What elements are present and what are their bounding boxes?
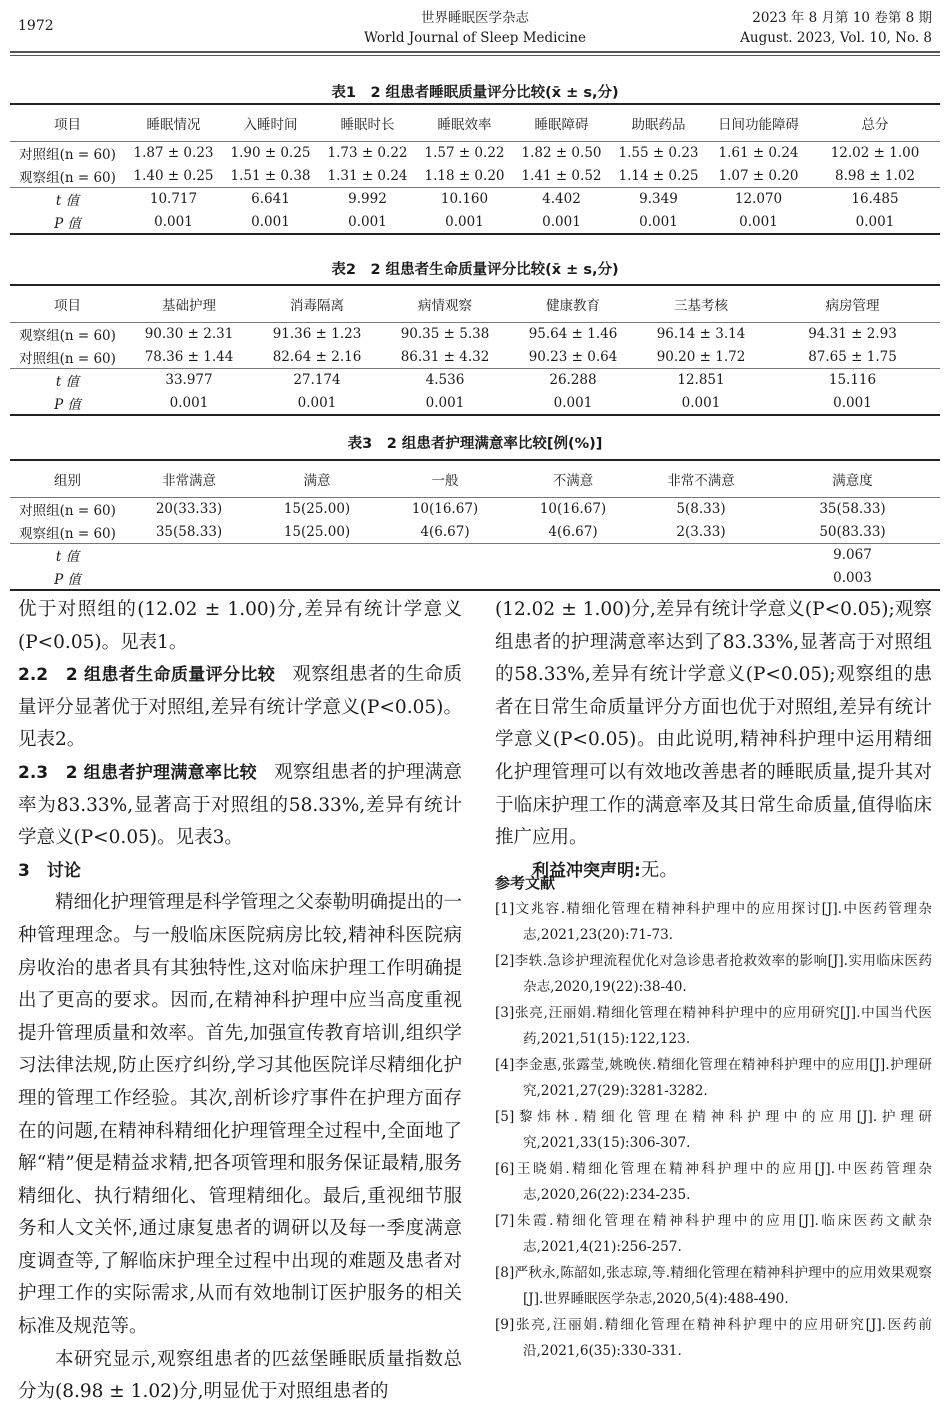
table-cell bbox=[381, 544, 509, 567]
column-header: 三基考核 bbox=[637, 285, 765, 323]
paragraph bbox=[18, 887, 462, 1343]
row-label: P 值 bbox=[54, 215, 81, 232]
table-row bbox=[10, 165, 940, 188]
table-cell: 6.641 bbox=[251, 191, 290, 208]
table-cell: 91.36 ± 1.23 bbox=[272, 326, 362, 343]
table-row bbox=[10, 498, 940, 521]
table-cell: 90.30 ± 2.31 bbox=[144, 326, 234, 343]
table-2 bbox=[10, 284, 940, 416]
stat-row bbox=[10, 211, 940, 235]
table-3-caption: 表3 2 组患者护理满意率比较[例(%)] bbox=[347, 436, 603, 452]
table-cell: 35(58.33) bbox=[125, 521, 253, 544]
table-cell: 12.851 bbox=[677, 372, 725, 389]
table-cell bbox=[637, 544, 765, 567]
column-header: 消毒隔离 bbox=[253, 285, 381, 323]
column-header: 健康教育 bbox=[509, 285, 637, 323]
reference-item: [6]王晓娟.精细化管理在精神科护理中的应用[J].中医药管理杂志,2020,26(22):234-235. bbox=[495, 1161, 932, 1203]
table-cell: 1.41 ± 0.52 bbox=[513, 165, 610, 188]
paragraph-text: 观察组患者的护理满意率为83.33%,显著高于对照组的58.33%,差异有统计学意义(P<0.05)。见表3。 bbox=[18, 761, 462, 849]
section-heading: 2.2 2 组患者生命质量评分比较 bbox=[18, 665, 293, 686]
paragraph bbox=[18, 855, 462, 888]
column-header: 不满意 bbox=[509, 460, 637, 498]
table-cell bbox=[637, 567, 765, 591]
reference-item: [7]朱霞.精细化管理在精神科护理中的应用[J].临床医药文献杂志,2021,4(21):256-257. bbox=[495, 1213, 932, 1255]
table-cell: 26.288 bbox=[549, 372, 597, 389]
reference-item: [3]张亮,汪丽娟.精细化管理在精神科护理中的应用研究[J].中国当代医药,2021,51(15):122,123. bbox=[495, 1005, 932, 1047]
paragraph-text: (12.02 ± 1.00)分,差异有统计学意义(P<0.05);观察组患者的护理满意率达到了83.33%,显著高于对照组的58.33%,差异有统计学意义(P<0.05);观察组的患者在日常生命质量评分方面也优于对照组,差异有统计学意义(P<0.05)。由此说明,精神科护理中运用精细化护理管理可以有效地改善患者的睡眠质量,提升其对于临床护理工作的满意率及其日常生命质量,值得临床推广应用。 bbox=[495, 599, 932, 849]
table-cell: 0.001 bbox=[681, 394, 721, 411]
row-label: P 值 bbox=[54, 396, 81, 413]
section-heading: 3 讨论 bbox=[18, 860, 81, 881]
paragraph-text: 本研究显示,观察组患者的匹兹堡睡眠质量指数总分为(8.98 ± 1.02)分,明显优于对照组患者的 bbox=[18, 1348, 462, 1403]
issue-info bbox=[740, 8, 932, 48]
table-cell: 27.174 bbox=[293, 372, 341, 389]
table-cell: 94.31 ± 2.93 bbox=[808, 326, 897, 343]
stat-row bbox=[10, 392, 940, 416]
table-row bbox=[10, 142, 940, 165]
column-header: 项目 bbox=[10, 285, 125, 323]
table-row bbox=[10, 346, 940, 369]
table-cell: 2(3.33) bbox=[637, 521, 765, 544]
table-cell: 1.14 ± 0.25 bbox=[610, 165, 707, 188]
paragraph bbox=[18, 594, 462, 659]
column-header: 非常满意 bbox=[125, 460, 253, 498]
column-header: 睡眠时长 bbox=[319, 104, 416, 142]
table-cell: 1.07 ± 0.20 bbox=[707, 165, 810, 188]
table-1-caption: 表1 2 组患者睡眠质量评分比较(x̄ ± s,分) bbox=[331, 85, 619, 101]
row-label: 对照组(n = 60) bbox=[19, 503, 116, 520]
stat-row bbox=[10, 188, 940, 211]
table-cell: 0.001 bbox=[425, 394, 465, 411]
table-cell bbox=[509, 567, 637, 591]
journal-title-en: World Journal of Sleep Medicine bbox=[363, 30, 587, 46]
row-label: 对照组(n = 60) bbox=[10, 346, 125, 369]
paragraph bbox=[18, 659, 462, 757]
row-label: 观察组(n = 60) bbox=[19, 328, 116, 345]
table-cell: 95.64 ± 1.46 bbox=[528, 326, 618, 343]
table-cell: 86.31 ± 4.32 bbox=[381, 346, 509, 369]
table-cell: 10.160 bbox=[440, 191, 489, 208]
table-cell: 50(83.33) bbox=[765, 521, 940, 544]
column-header: 满意 bbox=[253, 460, 381, 498]
table-cell: 0.001 bbox=[855, 213, 895, 230]
issue-info-en: August. 2023, Vol. 10, No. 8 bbox=[740, 30, 932, 46]
row-label: 观察组(n = 60) bbox=[10, 165, 125, 188]
header-rule bbox=[10, 51, 940, 53]
table-cell bbox=[125, 544, 253, 567]
table-cell: 12.070 bbox=[734, 191, 783, 208]
section-heading: 2.3 2 组患者护理满意率比较 bbox=[18, 762, 275, 783]
row-label: 对照组(n = 60) bbox=[19, 147, 116, 164]
column-header: 病情观察 bbox=[381, 285, 509, 323]
table-cell: 82.64 ± 2.16 bbox=[253, 346, 381, 369]
column-header: 总分 bbox=[810, 104, 940, 142]
table-1 bbox=[10, 103, 940, 235]
table-cell: 78.36 ± 1.44 bbox=[125, 346, 253, 369]
table-cell: 1.82 ± 0.50 bbox=[521, 145, 602, 162]
table-cell: 0.001 bbox=[639, 213, 678, 230]
stat-row bbox=[10, 544, 940, 567]
column-header: 入睡时间 bbox=[222, 104, 319, 142]
reference-item: [9]张亮,汪丽娟.精细化管理在精神科护理中的应用研究[J].医药前沿,2021,6(35):330-331. bbox=[495, 1317, 932, 1359]
reference-item: [4]李金惠,张露莹,姚晚侠.精细化管理在精神科护理中的应用[J].护理研究,2021,27(29):3281-3282. bbox=[495, 1057, 932, 1099]
column-header: 项目 bbox=[10, 104, 125, 142]
table-cell: 87.65 ± 1.75 bbox=[765, 346, 940, 369]
stat-row bbox=[10, 567, 940, 591]
table-cell bbox=[381, 567, 509, 591]
column-header: 睡眠障碍 bbox=[513, 104, 610, 142]
paragraph-text: 精细化护理管理是科学管理之父泰勒明确提出的一种管理理念。与一般临床医院病房比较,精神科医院病房收治的患者具有其独特性,这对临床护理工作明确提出了更高的要求。因而,在精神科护理中应当高度重视提升管理质量和效率。首先,加强宣传教育培训,组织学习法律法规,防止医疗纠纷,学习其他医院详尽精细化护理的管理工作经验。其次,剖析诊疗事件在护理方面存在的问题,在精神科精细化护理管理全过程中,全面地了解“精”便是精益求精,把各项管理和服务保证最精,服务精细化、执行精细化、管理精细化。最后,重视细节服务和人文关怀,通过康复患者的调研以及每一季度满意度调查等,了解临床护理全过程中出现的难题及患者对护理工作的实际需求,从而有效地制订医护服务的相关标准及规范等。 bbox=[18, 892, 463, 1338]
page-header bbox=[0, 0, 950, 60]
paragraph bbox=[495, 594, 932, 855]
table-cell: 4.402 bbox=[542, 191, 581, 208]
left-column bbox=[18, 594, 462, 1409]
table-cell: 1.31 ± 0.24 bbox=[319, 165, 416, 188]
row-label: t 值 bbox=[55, 374, 80, 391]
table-header-row bbox=[10, 104, 940, 142]
issue-info-cn: 2023 年 8 月第 10 卷第 8 期 bbox=[752, 10, 932, 26]
table-cell: 0.001 bbox=[833, 394, 872, 411]
table-cell: 0.001 bbox=[169, 394, 209, 411]
table-cell: 90.35 ± 5.38 bbox=[400, 326, 490, 343]
table-row bbox=[10, 323, 940, 346]
table-cell: 15(25.00) bbox=[283, 501, 351, 518]
table-cell: 1.73 ± 0.22 bbox=[327, 145, 408, 162]
table-cell: 1.40 ± 0.25 bbox=[125, 165, 222, 188]
column-header: 基础护理 bbox=[125, 285, 253, 323]
table-cell: 12.02 ± 1.00 bbox=[830, 145, 920, 162]
table-cell: 1.90 ± 0.25 bbox=[230, 145, 311, 162]
paragraph-text: 优于对照组的(12.02 ± 1.00)分,差异有统计学意义(P<0.05)。见表1。 bbox=[18, 599, 462, 653]
table-cell: 0.001 bbox=[542, 213, 581, 230]
column-header: 组别 bbox=[10, 460, 125, 498]
table-cell: 1.87 ± 0.23 bbox=[133, 145, 214, 162]
references-heading: 参考文献 bbox=[495, 874, 556, 892]
reference-list bbox=[495, 896, 932, 1364]
row-label: t 值 bbox=[55, 193, 80, 210]
table-cell: 4.536 bbox=[425, 372, 465, 389]
table-2-caption: 表2 2 组患者生命质量评分比较(x̄ ± s,分) bbox=[331, 262, 619, 278]
reference-item: [2]李轶.急诊护理流程优化对急诊患者抢救效率的影响[J].实用临床医药杂志,2020,19(22):38-40. bbox=[495, 953, 932, 995]
section-heading: 利益冲突声明: bbox=[532, 860, 641, 881]
table-cell: 1.61 ± 0.24 bbox=[718, 145, 799, 162]
table-cell: 8.98 ± 1.02 bbox=[810, 165, 940, 188]
table-cell: 0.001 bbox=[154, 213, 193, 230]
table-cell: 0.003 bbox=[833, 569, 872, 586]
table-cell: 1.18 ± 0.20 bbox=[416, 165, 513, 188]
table-row bbox=[10, 521, 940, 544]
table-cell bbox=[125, 567, 253, 591]
reference-item: [8]严秋永,陈韶如,张志琼,等.精细化管理在精神科护理中的应用效果观察[J].世界睡眠医学杂志,2020,5(4):488-490. bbox=[495, 1265, 932, 1307]
column-header: 病房管理 bbox=[765, 285, 940, 323]
table-3 bbox=[10, 459, 940, 591]
journal-title-cn: 世界睡眠医学杂志 bbox=[421, 10, 529, 26]
row-label: t 值 bbox=[55, 549, 80, 566]
table-cell: 90.23 ± 0.64 bbox=[509, 346, 637, 369]
table-cell: 9.067 bbox=[833, 547, 872, 564]
table-cell: 96.14 ± 3.14 bbox=[656, 326, 746, 343]
table-cell: 20(33.33) bbox=[155, 501, 223, 518]
table-cell: 4(6.67) bbox=[509, 521, 637, 544]
table-cell: 10(16.67) bbox=[411, 501, 479, 518]
column-header: 一般 bbox=[381, 460, 509, 498]
table-header-row bbox=[10, 460, 940, 498]
paragraph bbox=[18, 757, 462, 855]
column-header: 非常不满意 bbox=[637, 460, 765, 498]
table-cell: 15(25.00) bbox=[253, 521, 381, 544]
table-cell: 10.717 bbox=[149, 191, 198, 208]
table-cell bbox=[253, 544, 381, 567]
column-header: 助眠药品 bbox=[610, 104, 707, 142]
right-column bbox=[495, 594, 932, 887]
column-header: 睡眠效率 bbox=[416, 104, 513, 142]
reference-item: [5]黎炜林.精细化管理在精神科护理中的应用[J].护理研究,2021,33(15):306-307. bbox=[495, 1109, 932, 1151]
stat-row bbox=[10, 369, 940, 392]
column-header: 睡眠情况 bbox=[125, 104, 222, 142]
table-cell: 15.116 bbox=[828, 372, 877, 389]
table-cell: 0.001 bbox=[348, 213, 387, 230]
paragraph bbox=[18, 1344, 462, 1409]
column-header: 满意度 bbox=[765, 460, 940, 498]
reference-item: [1]文兆容.精细化管理在精神科护理中的应用探讨[J].中医药管理杂志,2021,23(20):71-73. bbox=[495, 901, 932, 943]
references bbox=[495, 868, 932, 1364]
table-cell: 90.20 ± 1.72 bbox=[637, 346, 765, 369]
table-cell: 0.001 bbox=[297, 394, 337, 411]
table-cell: 10(16.67) bbox=[539, 501, 607, 518]
table-cell: 1.51 ± 0.38 bbox=[222, 165, 319, 188]
table-cell: 1.55 ± 0.23 bbox=[618, 145, 699, 162]
paragraph-text: 无。 bbox=[640, 859, 678, 881]
table-cell: 0.001 bbox=[445, 213, 484, 230]
table-cell: 35(58.33) bbox=[819, 501, 886, 518]
row-label: P 值 bbox=[54, 571, 81, 588]
header-rule-thin bbox=[10, 55, 940, 56]
table-cell: 9.349 bbox=[639, 191, 678, 208]
page-number: 1972 bbox=[18, 18, 54, 34]
paragraph-text: 观察组患者的生命质量评分显著优于对照组,差异有统计学意义(P<0.05)。见表2。 bbox=[18, 664, 462, 751]
table-cell: 1.57 ± 0.22 bbox=[424, 145, 505, 162]
table-cell: 0.001 bbox=[251, 213, 290, 230]
table-cell bbox=[509, 544, 637, 567]
table-cell: 0.001 bbox=[739, 213, 778, 230]
table-cell: 0.001 bbox=[553, 394, 593, 411]
column-header: 日间功能障碍 bbox=[707, 104, 810, 142]
table-cell: 4(6.67) bbox=[381, 521, 509, 544]
table-cell: 33.977 bbox=[165, 372, 213, 389]
row-label: 观察组(n = 60) bbox=[10, 521, 125, 544]
table-cell bbox=[253, 567, 381, 591]
table-cell: 5(8.33) bbox=[676, 501, 726, 518]
table-cell: 16.485 bbox=[851, 191, 899, 208]
table-cell: 9.992 bbox=[348, 191, 387, 208]
table-header-row bbox=[10, 285, 940, 323]
